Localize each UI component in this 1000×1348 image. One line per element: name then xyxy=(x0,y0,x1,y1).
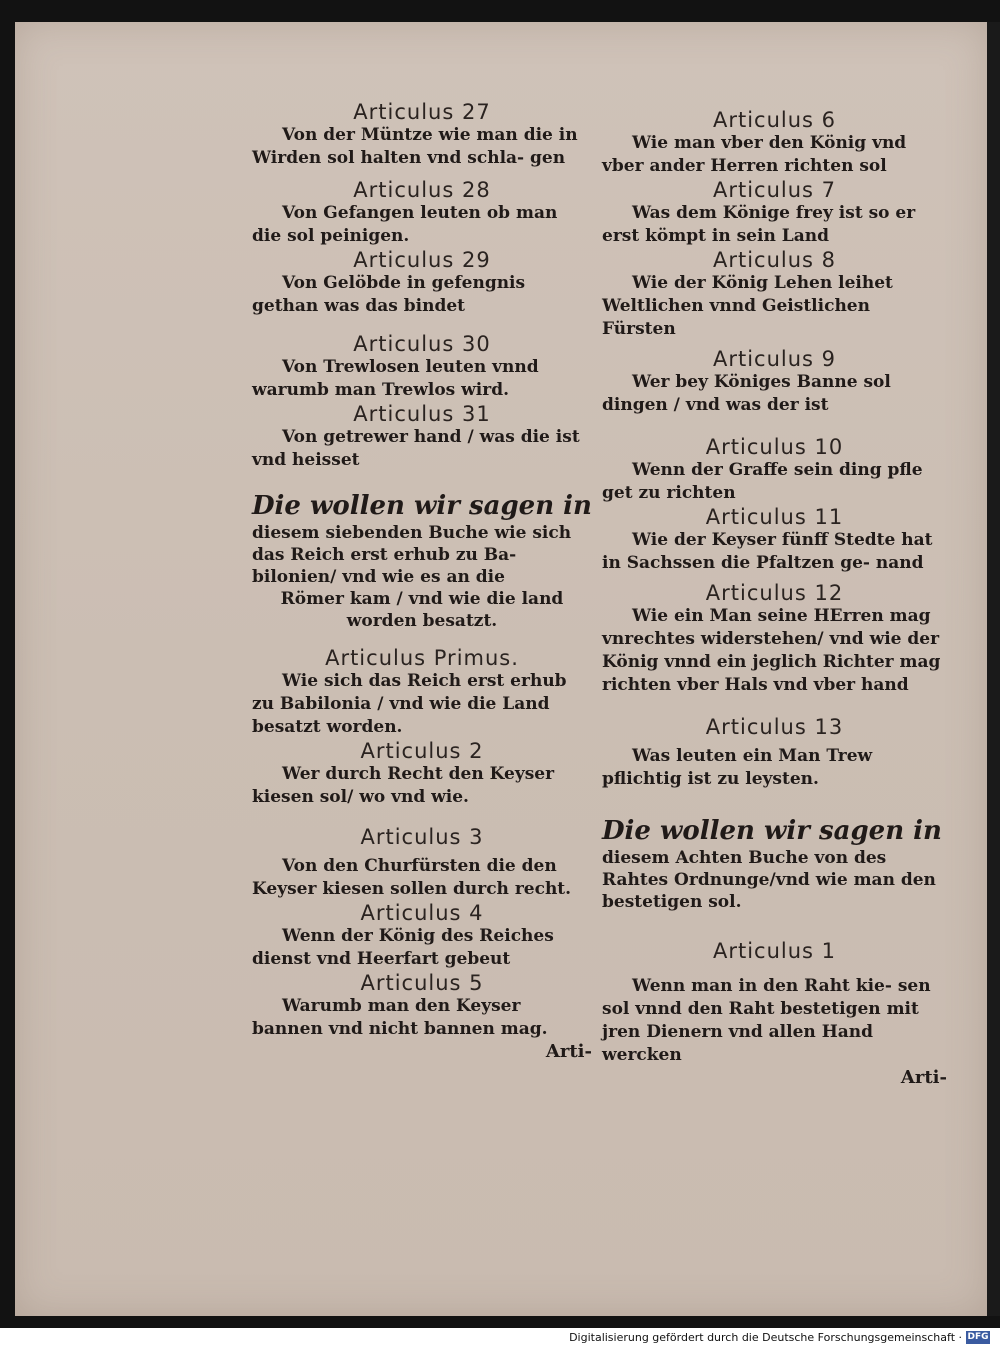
book-title: Die wollen wir sagen in xyxy=(252,491,592,521)
page-edge xyxy=(987,22,1000,1316)
article-text: Von der Müntze wie man die in Wirden sol halten vnd schla‑ gen xyxy=(252,125,578,168)
article-text: Wer durch Recht den Keyser kiesen sol/ wo vnd wie. xyxy=(252,764,555,807)
article-text: Wie ein Man seine HErren mag vnrechtes widerstehen/ vnd wie der König vnnd ein jeglich Richter mag richten vber Hals vnd vber hand xyxy=(602,606,941,695)
article-text: Warumb man den Keyser bannen vnd nicht bannen mag. xyxy=(252,996,548,1039)
article-heading: Articulus 11 xyxy=(705,505,844,529)
footer-bar xyxy=(0,1328,1000,1348)
article-text: Wer bey Königes Banne sol dingen / vnd was der ist xyxy=(602,372,891,415)
catchword: Arti‑ xyxy=(900,1067,947,1088)
article-heading: Articulus 31 xyxy=(353,402,491,426)
article-heading: Articulus 1 xyxy=(712,939,837,963)
article-text: Wenn man in den Raht kie‑ sen sol vnnd den Raht bestetigen mit jren Dienern vnd allen Hand wercken xyxy=(602,976,931,1065)
article-text: Von den Churfürsten die den Keyser kiesen sollen durch recht. xyxy=(252,856,572,899)
book-intro: diesem Achten Buche von des Rahtes Ordnunge/vnd wie man den bestetigen sol. xyxy=(602,848,936,912)
article-heading: Articulus 30 xyxy=(353,332,491,356)
book-title: Die wollen wir sagen in xyxy=(602,816,942,846)
article-heading: Articulus 5 xyxy=(360,971,484,995)
article-heading: Articulus 7 xyxy=(712,178,837,202)
article-heading: Articulus 13 xyxy=(705,715,844,739)
article-heading: Articulus 10 xyxy=(705,435,844,459)
article-text: Wie der König Lehen leihet Weltlichen vnnd Geistlichen Fürsten xyxy=(602,273,893,339)
left-column xyxy=(252,100,592,1062)
book-intro-end: Römer kam / vnd wie die land worden besatzt. xyxy=(280,589,564,631)
article-heading: Articulus 3 xyxy=(360,825,484,849)
article-text: Was leuten ein Man Trew pflichtig ist zu leysten. xyxy=(602,746,873,789)
article-text: Von Trewlosen leuten vnnd warumb man Trewlos wird. xyxy=(252,357,539,400)
article-text: Wenn der Graffe sein ding pfle get zu richten xyxy=(602,460,923,503)
dfg-logo: DFG xyxy=(967,1332,989,1342)
article-heading: Articulus 6 xyxy=(712,108,837,132)
article-heading: Articulus Primus. xyxy=(325,646,519,670)
article-heading: Articulus 27 xyxy=(353,100,491,124)
article-text: Wenn der König des Reiches dienst vnd Heerfart gebeut xyxy=(252,926,554,969)
catchword: Arti‑ xyxy=(545,1041,592,1062)
article-text: Wie der Keyser fünff Stedte hat in Sachssen die Pfaltzen ge‑ nand xyxy=(602,530,933,573)
right-column xyxy=(602,108,947,1088)
article-heading: Articulus 4 xyxy=(360,901,484,925)
article-text: Wie man vber den König vnd vber ander Herren richten sol xyxy=(602,133,907,176)
article-heading: Articulus 2 xyxy=(360,739,484,763)
article-heading: Articulus 8 xyxy=(712,248,837,272)
article-heading: Articulus 12 xyxy=(705,581,844,605)
funding-credit: Digitalisierung gefördert durch die Deutsche Forschungsgemeinschaft · xyxy=(569,1331,962,1344)
article-text: Von Gefangen leuten ob man die sol peinigen. xyxy=(252,203,558,246)
article-text: Von getrewer hand / was die ist vnd heisset xyxy=(252,427,580,470)
article-text: Von Gelöbde in gefengnis gethan was das bindet xyxy=(252,273,526,316)
article-heading: Articulus 29 xyxy=(353,248,491,272)
article-heading: Articulus 9 xyxy=(712,347,837,371)
article-heading: Articulus 28 xyxy=(353,178,491,202)
book-intro: diesem siebenden Buche wie sich das Reich erst erhub zu Ba‑ bilonien/ vnd wie es an die xyxy=(252,523,572,587)
article-text: Was dem Könige frey ist so er erst kömpt in sein Land xyxy=(602,203,916,246)
article-text: Wie sich das Reich erst erhub zu Babilonia / vnd wie die Land besatzt worden. xyxy=(252,671,567,737)
